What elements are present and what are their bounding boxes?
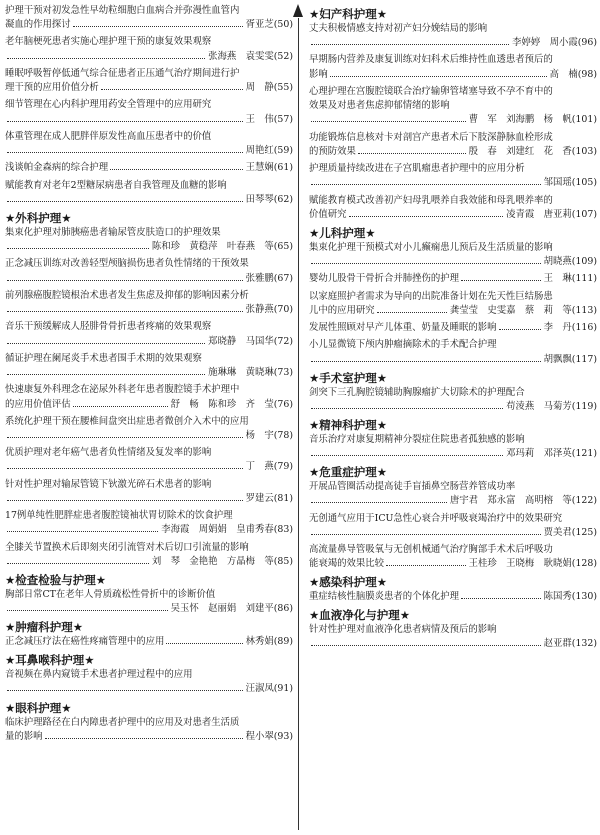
entry-title-line: 正念减压训练对改善轻型颅脑损伤患者负性情绪的干预效果	[5, 258, 249, 270]
entry-meta	[309, 145, 597, 159]
entry-authors: 胡飘飘	[543, 353, 572, 365]
toc-entry[interactable]	[309, 480, 597, 508]
dot-leader	[7, 374, 205, 375]
entry-meta	[309, 557, 597, 571]
entry-meta	[5, 429, 293, 443]
dot-leader	[7, 201, 243, 202]
entry-meta	[5, 398, 293, 412]
entry-authors: 高 楠	[549, 68, 578, 80]
entry-authors: 施琳琳 黄晓琳	[208, 367, 274, 379]
entry-page-number: (57)	[273, 113, 293, 125]
entry-page-number: (125)	[571, 526, 597, 538]
entry-meta	[5, 730, 293, 744]
entry-title-line: 凝血的作用探讨	[5, 19, 71, 31]
dot-leader	[311, 534, 541, 535]
entry-authors: 曹 军 刘海鹏 杨 帆	[468, 114, 572, 126]
entry-page-number: (103)	[571, 145, 597, 157]
entry-title-line: 老年脑梗死患者实施心理护理干预的康复效果观察	[5, 36, 212, 48]
entry-title-line: 价值研究	[309, 208, 347, 220]
dot-leader	[311, 645, 541, 646]
entry-meta	[309, 68, 597, 82]
toc-entry[interactable]	[309, 290, 597, 318]
entry-authors: 吴玉怀 赵丽娟 刘建平	[170, 603, 274, 615]
entry-title-line: 婴幼儿股骨干骨折合并肺挫伤的护理	[309, 273, 460, 285]
entry-page-number: (65)	[273, 241, 293, 253]
toc-entry[interactable]	[5, 130, 293, 158]
dot-leader	[386, 565, 466, 566]
entry-page-number: (111)	[571, 273, 597, 285]
entry-meta	[309, 255, 597, 269]
entry-title-line: 丈夫积极情感支持对初产妇分娩结局的影响	[309, 23, 488, 34]
entry-authors: 胥亚芝	[245, 19, 274, 31]
entry-page-number: (50)	[273, 19, 293, 31]
entry-meta	[309, 113, 597, 127]
dot-leader	[311, 455, 503, 456]
entry-title-line: 前列腺癌腹腔镜根治术患者发生焦虑及抑郁的影响因素分析	[5, 289, 249, 301]
entry-meta	[5, 50, 293, 64]
entry-page-number: (98)	[577, 68, 597, 80]
entry-authors: 邓玛莉 邓泽英	[506, 447, 572, 459]
dot-leader	[311, 44, 509, 45]
dot-leader	[377, 312, 447, 313]
toc-entry[interactable]	[5, 352, 293, 380]
entry-page-number: (78)	[273, 430, 293, 441]
entry-title-line: 快速康复外科理念在泌尿外科老年患者腹腔镜手术护理中	[5, 384, 240, 396]
entry-title-line: 17例单纯性肥胖症患者腹腔镜袖状胃切除术的饮食护理	[5, 510, 233, 522]
entry-authors: 贾美君	[543, 526, 572, 538]
entry-page-number: (86)	[273, 603, 293, 615]
entry-authors: 苟淩燕 马菊芳	[506, 400, 572, 412]
entry-meta	[309, 353, 597, 367]
entry-authors: 龚莹莹 史雯嘉 蔡 莉 等	[449, 304, 572, 316]
toc-entry[interactable]	[309, 321, 597, 335]
entry-title-line: 重症结核性脑膜炎患者的个体化护理	[309, 591, 460, 603]
dot-leader	[461, 280, 541, 281]
toc-entry[interactable]	[5, 588, 293, 616]
entry-title-line: 护理质量持续改进在子宫肌瘤患者护理中的应用分析	[309, 163, 525, 175]
entry-page-number: (76)	[273, 398, 293, 410]
entry-title-line: 集束化护理干预模式对小儿癫痫患儿预后及生活质量的影响	[309, 241, 553, 253]
entry-meta	[5, 303, 293, 317]
dot-leader	[461, 598, 541, 599]
dot-leader	[7, 248, 149, 249]
entry-title-line: 音乐干预缓解成人胫腓骨骨折患者疼痛的效果观察	[5, 321, 212, 333]
toc-entry[interactable]	[309, 338, 597, 366]
toc-entry[interactable]	[309, 241, 597, 269]
entry-page-number: (67)	[273, 272, 293, 284]
entry-authors: 李海霞 周娟娟 皇甫秀春	[161, 524, 274, 536]
section-heading: ★儿科护理★	[309, 225, 376, 240]
entry-title-line: 全膝关节置换术后即刻夹闭引流管对术后切口引流量的影响	[5, 541, 249, 553]
entry-authors: 李 丹	[543, 322, 572, 334]
dot-leader	[7, 531, 158, 532]
entry-authors: 程小翠	[245, 730, 274, 742]
entry-authors: 张雅鹏	[245, 272, 274, 284]
dot-leader	[7, 437, 243, 438]
entry-meta	[309, 447, 597, 461]
entry-authors: 田琴琴	[245, 193, 274, 205]
entry-authors: 邹国瑶	[543, 177, 572, 189]
toc-entry[interactable]	[309, 194, 597, 222]
entry-authors: 汪淑凤	[245, 683, 274, 695]
toc-entry[interactable]	[5, 289, 293, 317]
entry-title-line: 剑突下三孔胸腔镜辅助胸腺瘤扩大切除术的护理配合	[309, 386, 525, 398]
entry-title-line: 心理护理在宫腹腔镜联合治疗输卵管堵塞导致不孕不育中的	[309, 85, 553, 97]
entry-page-number: (93)	[273, 730, 293, 742]
toc-entry[interactable]	[309, 131, 597, 159]
entry-page-number: (70)	[273, 304, 293, 316]
section-heading: ★检查检验与护理★	[5, 573, 107, 588]
entry-meta	[5, 161, 293, 175]
dot-leader	[358, 153, 466, 154]
entry-title-line: 胸部日常CT在老年人骨质疏松性骨折中的诊断价值	[5, 589, 216, 601]
dot-leader	[73, 26, 243, 27]
entry-page-number: (101)	[571, 114, 597, 126]
up-arrow-icon	[293, 4, 303, 17]
section-heading: ★耳鼻喉科护理★	[5, 653, 95, 668]
dot-leader	[330, 76, 547, 77]
entry-title-line: 功能锻炼信息核对卡对剖宫产患者术后下肢深静脉血栓形成	[309, 131, 553, 143]
dot-leader	[7, 343, 205, 344]
toc-entry[interactable]	[309, 590, 597, 604]
entry-page-number: (128)	[571, 558, 597, 570]
entry-meta	[5, 635, 293, 649]
entry-page-number: (52)	[273, 50, 293, 62]
entry-title-line: 体重管理在成人肥胖伴原发性高血压患者中的价值	[5, 130, 212, 142]
entry-meta	[5, 144, 293, 158]
entry-meta	[5, 335, 293, 349]
entry-title-line: 量的影响	[5, 730, 43, 742]
entry-title-line: 小儿显微镜下颅内肿瘤摘除术的手术配合护理	[309, 339, 497, 351]
entry-page-number: (72)	[273, 335, 293, 347]
entry-authors: 周艳红	[245, 145, 274, 157]
entry-meta	[5, 366, 293, 380]
dot-leader	[7, 500, 243, 501]
entry-title-line: 系统化护理干预在腰椎间盘突出症患者微创介入术中的应用	[5, 415, 249, 427]
entry-title-line: 循证护理在阑尾炎手术患者围手术期的效果观察	[5, 352, 202, 364]
entry-title-line: 针对性护理对血液净化患者病情及预后的影响	[309, 624, 497, 636]
entry-authors: 张静燕	[245, 304, 274, 316]
toc-entry[interactable]	[5, 161, 293, 175]
entry-page-number: (130)	[571, 591, 597, 603]
entry-title-line: 音乐治疗对康复期精神分裂症住院患者孤独感的影响	[309, 433, 525, 445]
entry-authors: 赵亚群	[543, 638, 572, 650]
dot-leader	[7, 58, 205, 59]
entry-title-line: 正念减压疗法在癌性疼痛管理中的应用	[5, 636, 165, 648]
dot-leader	[311, 502, 447, 503]
entry-meta	[309, 36, 597, 50]
section-heading: ★感染科护理★	[309, 575, 388, 590]
entry-page-number: (122)	[571, 495, 597, 507]
entry-title-line: 护理干预对初发急性早幼粒细胞白血病合并弥漫性血管内	[5, 5, 240, 16]
entry-authors: 王桂珍 王晓梅 耿晓娟	[468, 558, 572, 570]
left-column	[5, 4, 293, 747]
entry-title-line: 音视频在鼻内窥镜手术患者护理过程中的应用	[5, 669, 193, 681]
entry-page-number: (89)	[273, 636, 293, 648]
entry-page-number: (55)	[273, 82, 293, 94]
toc-entry[interactable]	[5, 415, 293, 443]
toc-entry[interactable]	[5, 668, 293, 696]
entry-page-number: (119)	[571, 400, 597, 412]
dot-leader	[311, 121, 466, 122]
entry-title-line: 睡眠呼吸暂停低通气综合征患者正压通气治疗期间进行护	[5, 67, 240, 79]
entry-authors: 陈和珍 黄稳萍 叶春燕 等	[151, 241, 274, 253]
entry-meta	[5, 81, 293, 95]
section-heading: ★精神科护理★	[309, 417, 388, 432]
dot-leader	[166, 643, 242, 644]
entry-page-number: (132)	[571, 638, 597, 650]
section-heading: ★妇产科护理★	[309, 7, 388, 21]
entry-title-line: 细节管理在心内科护理用药安全管理中的应用研究	[5, 99, 212, 111]
entry-authors: 郑晓静 马国华	[208, 335, 274, 347]
entry-page-number: (107)	[571, 208, 597, 220]
entry-page-number: (96)	[577, 37, 597, 49]
toc-entry[interactable]	[5, 98, 293, 126]
entry-title-line: 早期肠内营养及康复训练对妇科术后维持性血透患者预后的	[309, 54, 553, 66]
entry-title-line: 浅谈帕金森病的综合护理	[5, 162, 109, 174]
toc-entry[interactable]	[309, 272, 597, 286]
entry-title-line: 能衰竭的效果比较	[309, 558, 385, 570]
entry-page-number: (85)	[273, 555, 293, 567]
toc-entry[interactable]	[5, 383, 293, 411]
entry-page-number: (81)	[273, 492, 293, 504]
section-heading: ★血液净化与护理★	[309, 608, 411, 623]
entry-meta	[309, 176, 597, 190]
section-heading: ★眼科护理★	[5, 700, 72, 715]
dot-leader	[7, 311, 243, 312]
toc-entry[interactable]	[309, 53, 597, 81]
dot-leader	[7, 121, 243, 122]
entry-meta	[309, 637, 597, 651]
entry-meta	[309, 304, 597, 318]
toc-entry[interactable]	[309, 85, 597, 127]
entry-title-line: 赋能教育模式改善初产妇母乳喂养自我效能和母乳喂养率的	[309, 194, 553, 206]
entry-meta	[309, 208, 597, 222]
entry-title-line: 高流量鼻导管吸氧与无创机械通气治疗胸部手术术后呼吸功	[309, 543, 553, 555]
toc-entry[interactable]	[5, 541, 293, 569]
entry-title-line: 影响	[309, 68, 328, 80]
dot-leader	[7, 610, 168, 611]
dot-leader	[45, 738, 243, 739]
entry-title-line: 临床护理路径在白内障患者护理中的应用及对患者生活质	[5, 716, 240, 728]
dot-leader	[110, 169, 242, 170]
entry-meta	[5, 460, 293, 474]
entry-page-number: (59)	[273, 145, 293, 157]
entry-title-line: 无创通气应用于ICU急性心衰合并呼吸衰竭治疗中的效果研究	[309, 512, 563, 524]
section-heading: ★危重症护理★	[309, 465, 388, 480]
entry-page-number: (121)	[571, 447, 597, 459]
entry-authors: 胡晓燕	[543, 255, 572, 267]
entry-meta	[309, 272, 597, 286]
section-heading: ★外科护理★	[5, 211, 72, 225]
toc-entry[interactable]	[5, 35, 293, 63]
entry-meta	[5, 682, 293, 696]
entry-authors: 刘 琴 金艳艳 方晶梅 等	[151, 555, 274, 567]
dot-leader	[101, 89, 243, 90]
dot-leader	[7, 690, 243, 691]
toc-entry[interactable]	[5, 320, 293, 348]
entry-meta	[5, 113, 293, 127]
entry-title-line: 以家庭照护者需求为导向的出院准备计划在先天性巨结肠患	[309, 290, 553, 302]
toc-entry[interactable]	[309, 22, 597, 50]
toc-entry[interactable]	[5, 509, 293, 537]
dot-leader	[7, 563, 149, 564]
entry-meta	[309, 526, 597, 540]
entry-authors: 王 伟	[245, 113, 274, 125]
toc-entry[interactable]	[309, 623, 597, 651]
dot-leader	[7, 468, 243, 469]
entry-meta	[5, 555, 293, 569]
entry-meta	[5, 18, 293, 32]
entry-meta	[309, 321, 597, 335]
toc-entry[interactable]	[5, 478, 293, 506]
entry-title-line: 理干预的应用价值分析	[5, 82, 99, 94]
section-heading: ★肿瘤科护理★	[5, 620, 84, 635]
entry-meta	[5, 492, 293, 506]
toc-entry[interactable]	[5, 446, 293, 474]
toc-entry[interactable]	[309, 162, 597, 190]
entry-authors: 杨 宇	[245, 430, 274, 441]
toc-entry[interactable]	[5, 4, 293, 32]
entry-title-line: 开展品管圈活动提高徒手盲插鼻空肠营养管成功率	[309, 481, 516, 493]
entry-meta	[5, 523, 293, 537]
entry-meta	[5, 240, 293, 254]
entry-authors: 陈国秀	[543, 591, 572, 603]
entry-authors: 张海燕 袁雯雯	[208, 50, 274, 62]
entry-title-line: 发展性照顾对早产儿体重、奶量及睡眠的影响	[309, 322, 497, 334]
entry-page-number: (91)	[273, 683, 293, 695]
section-heading: ★手术室护理★	[309, 370, 388, 385]
entry-authors: 周 静	[245, 82, 274, 94]
toc-entry[interactable]	[5, 179, 293, 207]
entry-page-number: (105)	[571, 177, 597, 189]
toc-entry[interactable]	[309, 543, 597, 571]
dot-leader	[7, 280, 243, 281]
toc-entry[interactable]	[5, 226, 293, 254]
entry-page-number: (79)	[273, 461, 293, 473]
entry-title-line: 针对性护理对输尿管镜下钬激光碎石术患者的影响	[5, 478, 212, 490]
entry-page-number: (109)	[571, 255, 597, 267]
dot-leader	[311, 184, 541, 185]
entry-title-line: 集束化护理对肺胰癌患者输尿管皮肤造口的护理效果	[5, 227, 221, 238]
dot-leader	[7, 152, 243, 153]
toc-entry[interactable]	[309, 386, 597, 414]
entry-title-line: 优质护理对老年癌气患者负性情绪及复发率的影响	[5, 447, 212, 459]
toc-entry[interactable]	[309, 433, 597, 461]
entry-title-line: 效果及对患者焦虑抑郁情绪的影响	[309, 100, 450, 112]
entry-meta	[5, 193, 293, 207]
entry-title-line: 的预防效果	[309, 145, 356, 157]
toc-entry[interactable]	[309, 512, 597, 540]
toc-entry[interactable]	[5, 716, 293, 744]
column-divider	[298, 18, 299, 830]
entry-authors: 王慧娴	[245, 162, 274, 174]
toc-entry[interactable]	[5, 635, 293, 649]
entry-authors: 舒 畅 陈和珍 齐 莹	[170, 398, 274, 410]
dot-leader	[499, 329, 541, 330]
dot-leader	[311, 361, 541, 362]
entry-page-number: (116)	[571, 322, 597, 334]
entry-authors: 林秀娟	[245, 636, 274, 648]
entry-page-number: (62)	[273, 193, 293, 205]
entry-page-number: (61)	[273, 162, 293, 174]
dot-leader	[311, 263, 541, 264]
entry-title-line: 的应用价值评估	[5, 398, 71, 410]
entry-authors: 王 琳	[543, 273, 572, 285]
entry-meta	[5, 602, 293, 616]
entry-meta	[5, 272, 293, 286]
entry-title-line: 赋能教育对老年2型糖尿病患者自我管理及血糖的影响	[5, 179, 227, 191]
dot-leader	[73, 406, 168, 407]
entry-meta	[309, 590, 597, 604]
entry-meta	[309, 400, 597, 414]
entry-page-number: (73)	[273, 367, 293, 379]
entry-authors: 凌青霞 唐亚莉	[506, 208, 572, 220]
entry-authors: 罗建云	[245, 492, 274, 504]
dot-leader	[349, 216, 504, 217]
entry-page-number: (113)	[571, 304, 597, 316]
entry-page-number: (83)	[273, 524, 293, 536]
right-column	[309, 4, 597, 655]
dot-leader	[311, 408, 503, 409]
toc-entry[interactable]	[5, 257, 293, 285]
entry-meta	[309, 494, 597, 508]
entry-authors: 殷 春 刘建红 花 香	[468, 145, 572, 157]
toc-entry[interactable]	[5, 67, 293, 95]
entry-title-line: 儿中的应用研究	[309, 304, 375, 316]
entry-authors: 李婷婷 周小霞	[512, 37, 578, 49]
entry-page-number: (117)	[571, 353, 597, 365]
entry-authors: 唐宇君 郑永富 高明榕 等	[449, 495, 572, 507]
entry-authors: 丁 燕	[245, 461, 274, 473]
